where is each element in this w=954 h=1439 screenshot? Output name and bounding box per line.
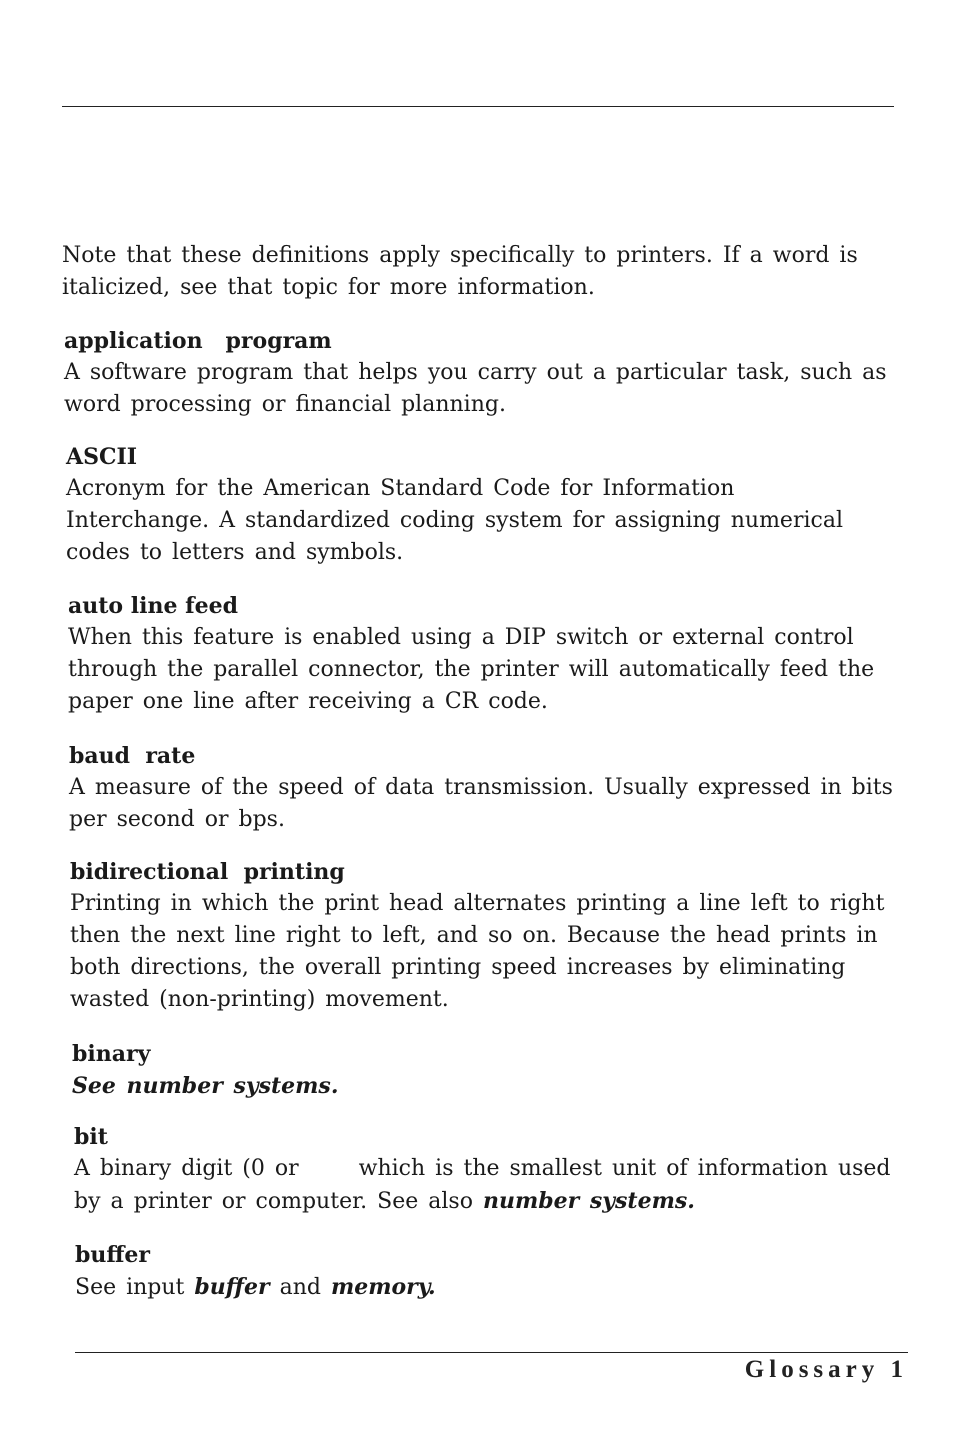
definition-line: Printing in which the print head alternates printing a line left to right [70, 891, 885, 916]
definition-line: per second or bps. [69, 807, 285, 832]
glossary-entry-application-program [64, 325, 894, 421]
glossary-definition [69, 772, 899, 836]
definition-line: codes to letters and symbols. [66, 540, 404, 565]
bottom-rule [75, 1352, 908, 1353]
definition-line: A software program that helps you carry out a particular task, such as [64, 360, 887, 385]
intro-line: Note that these definitions apply specifically to printers. If a word is [62, 243, 858, 268]
glossary-definition [74, 1153, 904, 1218]
glossary-definition [75, 1271, 905, 1304]
definition-line: A measure of the speed of data transmission. Usually expressed in bits [69, 775, 893, 800]
glossary-term: auto line feed [68, 593, 238, 619]
glossary-entry-baud-rate [69, 740, 899, 836]
glossary-term: ASCII [66, 444, 138, 470]
glossary-term: bit [74, 1124, 108, 1150]
definition-text: and [269, 1275, 331, 1300]
cross-reference: memory. [330, 1274, 436, 1300]
definition-line: through the parallel connector, the printer will automatically feed the [68, 657, 875, 682]
definition-text: by a printer or computer. See also [74, 1189, 483, 1214]
cross-reference: buffer [194, 1274, 270, 1300]
glossary-entry-binary [72, 1038, 902, 1102]
glossary-term: binary [72, 1041, 151, 1067]
definition-line: word processing or financial planning. [64, 392, 506, 417]
definition-line: When this feature is enabled using a DIP switch or external control [68, 625, 854, 650]
glossary-term: baud rate [69, 743, 196, 769]
definition-text: A binary digit (0 or [74, 1156, 299, 1181]
definition-line [75, 1271, 905, 1304]
glossary-term: application program [64, 328, 332, 354]
glossary-definition [68, 622, 898, 718]
definition-line: paper one line after receiving a CR code. [68, 689, 548, 714]
definition-line: both directions, the overall printing speed increases by eliminating [70, 955, 846, 980]
glossary-definition [72, 1070, 902, 1102]
glossary-term: buffer [75, 1242, 151, 1268]
intro-line: italicized, see that topic for more information. [62, 275, 595, 300]
cross-reference: number systems. [482, 1188, 695, 1214]
glossary-term: bidirectional printing [70, 859, 345, 885]
intro-paragraph [62, 240, 882, 304]
definition-line [74, 1153, 904, 1185]
glossary-definition [66, 473, 896, 569]
definition-line: wasted (non-printing) movement. [70, 987, 449, 1012]
top-rule [62, 106, 894, 107]
definition-line: Acronym for the American Standard Code for Information [66, 476, 735, 501]
glossary-entry-bidirectional-printing [70, 856, 900, 1016]
definition-text: See input [75, 1275, 195, 1300]
page-footer-label: Glossary 1 [744, 1356, 908, 1383]
glossary-entry-ascii [66, 441, 896, 569]
glossary-definition [70, 888, 900, 1016]
glossary-entry-auto-line-feed [68, 590, 898, 718]
cross-reference: See number systems. [72, 1073, 339, 1099]
glossary-entry-buffer [75, 1239, 905, 1304]
definition-line: then the next line right to left, and so on. Because the head prints in [70, 923, 878, 948]
definition-text: which is the smallest unit of information used [358, 1156, 891, 1181]
glossary-definition [64, 357, 894, 421]
glossary-entry-bit [74, 1121, 904, 1218]
definition-line: Interchange. A standardized coding system for assigning numerical [66, 508, 843, 533]
definition-line [74, 1185, 904, 1218]
